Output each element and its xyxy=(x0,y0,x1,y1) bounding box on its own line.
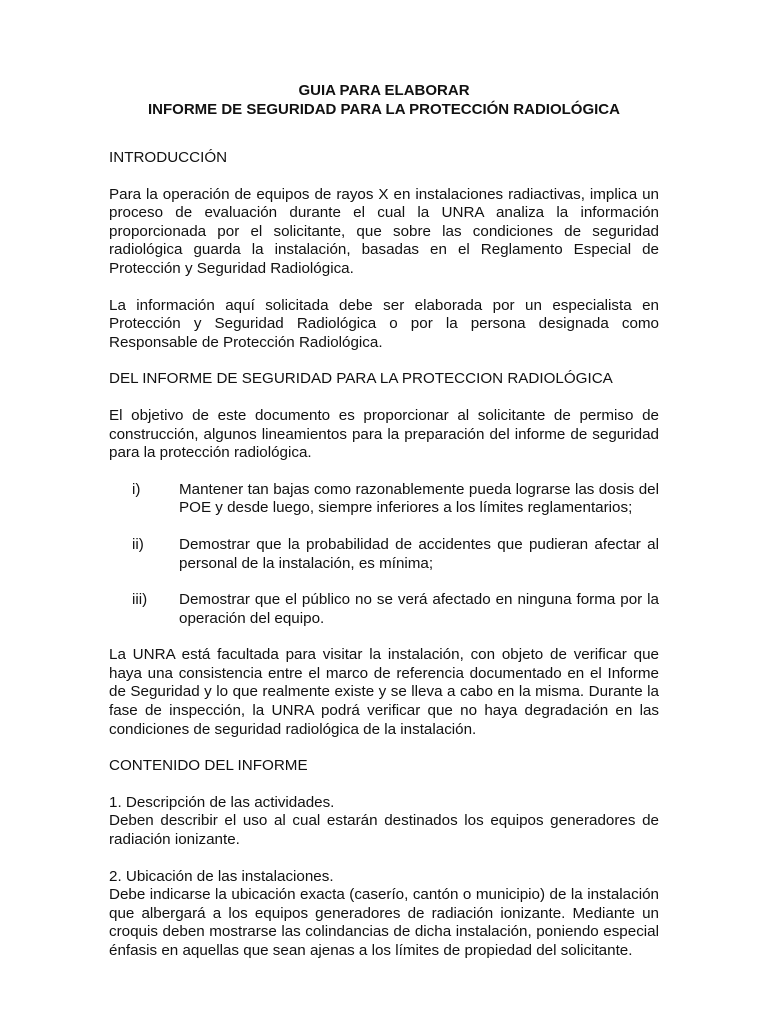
item-1-heading: 1. Descripción de las actividades. xyxy=(109,793,335,811)
objective-item xyxy=(109,536,659,573)
informe-heading: DEL INFORME DE SEGURIDAD PARA LA PROTECCION RADIOLÓGICA xyxy=(109,370,613,388)
objectives-list xyxy=(109,481,659,629)
objective-number: iii) xyxy=(132,591,148,609)
intro-paragraph-2: La información aquí solicitada debe ser elaborada por un especialista en Protección y Seguridad Radiológica o por la persona designada como Responsable de Protección Radiológica. xyxy=(109,296,659,351)
intro-paragraph-1: Para la operación de equipos de rayos X en instalaciones radiactivas, implica un proceso de evaluación durante el cual la UNRA analiza la información proporcionada por el solicitante, que sobre las condiciones de seguridad radiológica guarda la instalación, basadas en el Reglamento Especial de Protección y Seguridad Radiológica. xyxy=(109,185,659,277)
informe-paragraph: El objetivo de este documento es proporcionar al solicitante de permiso de construcción, algunos lineamientos para la preparación del informe de seguridad para la protección radiológica. xyxy=(109,406,659,462)
objective-number: i) xyxy=(132,480,141,498)
intro-heading: INTRODUCCIÓN xyxy=(109,149,228,166)
objective-item xyxy=(109,591,659,628)
unra-paragraph: La UNRA está facultada para visitar la instalación, con objeto de verificar que haya una consistencia entre el marco de referencia documentado en el Informe de Seguridad y lo que realmente existe y se lleva a cabo en la misma. Durante la fase de inspección, la UNRA podrá verificar que no haya degradación en las condiciones de seguridad radiológica de la instalación. xyxy=(109,646,659,738)
objective-item xyxy=(109,481,659,518)
objective-text: Demostrar que el público no se verá afectado en ninguna forma por la operación del equipo. xyxy=(179,591,659,627)
document-title-line-1: GUIA PARA ELABORAR xyxy=(298,82,470,99)
contenido-heading: CONTENIDO DEL INFORME xyxy=(109,757,308,775)
item-2-text: Debe indicarse la ubicación exacta (caserío, cantón o municipio) de la instalación que albergará a los equipos generadores de radiación ionizante. Mediante un croquis deben mostrarse las colindancias de dicha instalación, poniendo especial énfasis en aquellas que sean ajenas a los límites de propiedad del solicitante. xyxy=(109,886,659,959)
objective-text: Demostrar que la probabilidad de accidentes que pudieran afectar al personal de la instalación, es mínima; xyxy=(179,535,659,572)
item-1-text: Deben describir el uso al cual estarán destinados los equipos generadores de radiación ionizante. xyxy=(109,812,659,849)
objective-text: Mantener tan bajas como razonablemente pueda lograrse las dosis del POE y desde luego, siempre inferiores a los límites reglamentarios; xyxy=(179,480,659,517)
objective-number: ii) xyxy=(132,535,144,553)
item-2-heading: 2. Ubicación de las instalaciones. xyxy=(109,867,334,885)
document-title-line-2: INFORME DE SEGURIDAD PARA LA PROTECCIÓN RADIOLÓGICA xyxy=(148,101,620,118)
